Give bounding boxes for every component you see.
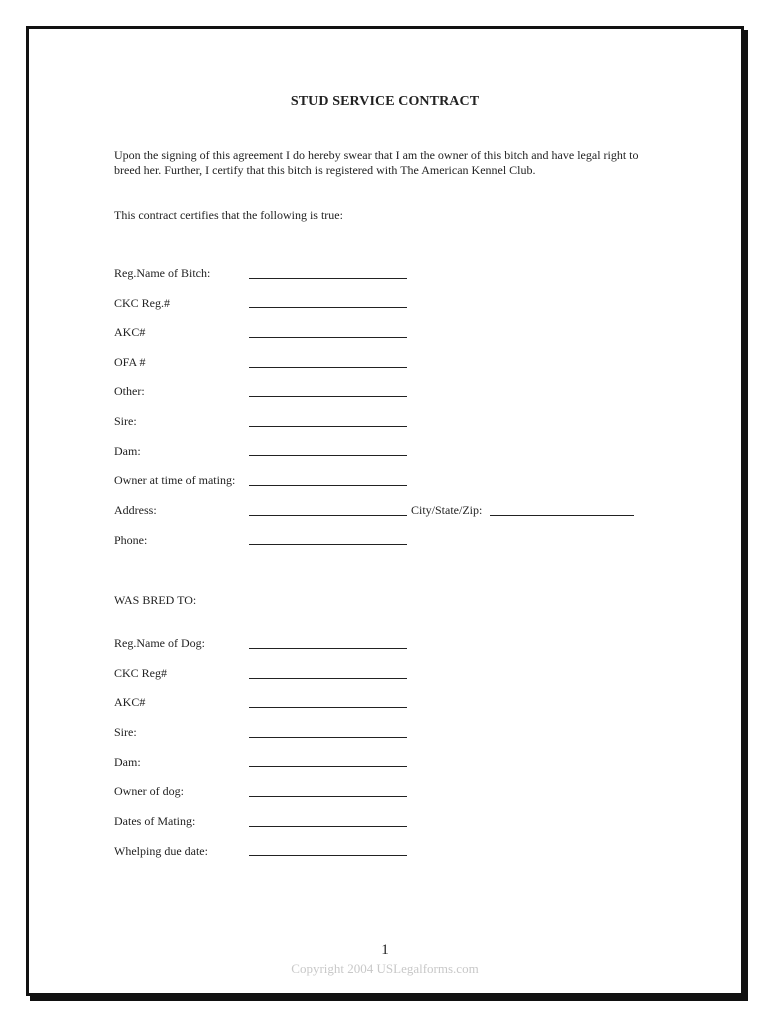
copyright-notice: Copyright 2004 USLegalforms.com: [291, 961, 479, 976]
field-blank-dam[interactable]: [249, 455, 407, 456]
field-label-address: Address:: [114, 503, 157, 517]
field-blank-dates-of-mating[interactable]: [249, 826, 407, 827]
field-label-other: Other:: [114, 384, 145, 398]
section-heading-was-bred-to: WAS BRED TO:: [114, 593, 197, 607]
field-blank-phone[interactable]: [249, 544, 407, 545]
field-blank-dog-sire[interactable]: [249, 737, 407, 738]
field-label-dog-ckc-reg: CKC Reg#: [114, 666, 168, 680]
field-label-whelping-due-date: Whelping due date:: [114, 844, 208, 858]
field-label-ofa: OFA #: [114, 355, 146, 369]
field-blank-dog-ckc-reg[interactable]: [249, 678, 407, 679]
field-label-dates-of-mating: Dates of Mating:: [114, 814, 196, 828]
field-label-akc: AKC#: [114, 325, 146, 339]
field-label-ckc-reg: CKC Reg.#: [114, 296, 171, 310]
field-label-dog-sire: Sire:: [114, 725, 137, 739]
field-blank-dog-akc[interactable]: [249, 707, 407, 708]
field-label-phone: Phone:: [114, 533, 148, 547]
field-blank-other[interactable]: [249, 396, 407, 397]
field-blank-whelping-due-date[interactable]: [249, 855, 407, 856]
document-title: STUD SERVICE CONTRACT: [290, 94, 480, 109]
field-label-reg-name-bitch: Reg.Name of Bitch:: [114, 266, 211, 280]
page-number: 1: [381, 942, 389, 958]
field-blank-reg-name-bitch[interactable]: [249, 278, 407, 279]
field-label-dog-dam: Dam:: [114, 755, 141, 769]
field-blank-owner-at-mating[interactable]: [249, 485, 407, 486]
field-label-sire: Sire:: [114, 414, 137, 428]
field-label-dog-akc: AKC#: [114, 695, 146, 709]
field-label-owner-at-mating: Owner at time of mating:: [114, 473, 236, 487]
field-blank-ofa[interactable]: [249, 367, 407, 368]
field-blank-address[interactable]: [249, 515, 407, 516]
certifies-statement: This contract certifies that the following is true:: [114, 208, 343, 222]
field-blank-owner-of-dog[interactable]: [249, 796, 407, 797]
field-label-owner-of-dog: Owner of dog:: [114, 784, 184, 798]
field-blank-city-state-zip[interactable]: [490, 515, 634, 516]
field-blank-reg-name-dog[interactable]: [249, 648, 407, 649]
field-label-reg-name-dog: Reg.Name of Dog:: [114, 636, 205, 650]
field-label-city-state-zip: City/State/Zip:: [411, 503, 483, 517]
field-blank-akc[interactable]: [249, 337, 407, 338]
field-label-dam: Dam:: [114, 444, 141, 458]
intro-paragraph: Upon the signing of this agreement I do hereby swear that I am the owner of this bitch and have legal right to breed her. Further, I certify that this bitch is registered with The American Kennel Club.: [114, 148, 639, 177]
field-blank-dog-dam[interactable]: [249, 766, 407, 767]
field-blank-ckc-reg[interactable]: [249, 307, 407, 308]
field-blank-sire[interactable]: [249, 426, 407, 427]
